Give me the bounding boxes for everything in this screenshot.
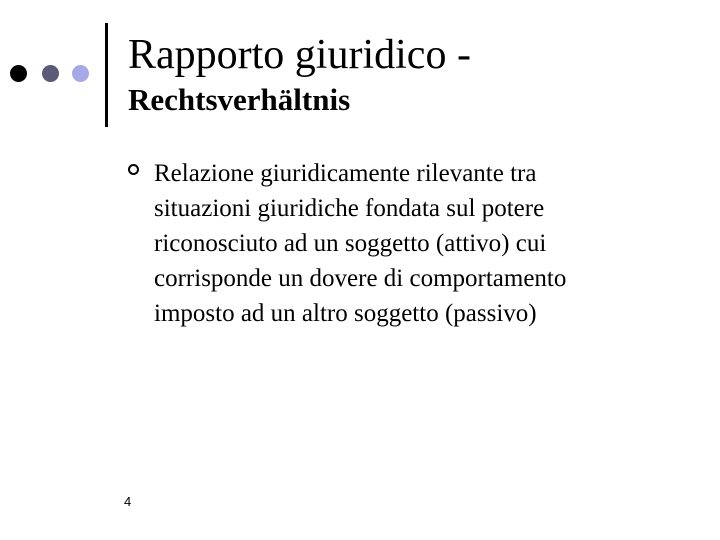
bullet-text-line: situazioni giuridiche fondata sul potere bbox=[154, 195, 545, 222]
decorative-dot-icon bbox=[10, 65, 27, 82]
bullet-circle-icon bbox=[128, 164, 139, 175]
bullet-text-line: corrisponde un dovere di comportamento bbox=[154, 265, 567, 292]
title-divider bbox=[105, 23, 108, 127]
decorative-dot-icon bbox=[72, 65, 89, 82]
bullet-item bbox=[154, 156, 694, 331]
bullet-text-line: Relazione giuridicamente rilevante tra bbox=[154, 160, 537, 187]
slide-subtitle: Rechtsverhältnis bbox=[128, 82, 351, 117]
decorative-dot-icon bbox=[42, 65, 59, 82]
bullet-text-line: riconosciuto ad un soggetto (attivo) cui bbox=[154, 230, 547, 257]
slide-title: Rapporto giuridico - bbox=[128, 32, 471, 78]
page-number: 4 bbox=[124, 494, 132, 509]
bullet-text-line: imposto ad un altro soggetto (passivo) bbox=[154, 300, 537, 327]
